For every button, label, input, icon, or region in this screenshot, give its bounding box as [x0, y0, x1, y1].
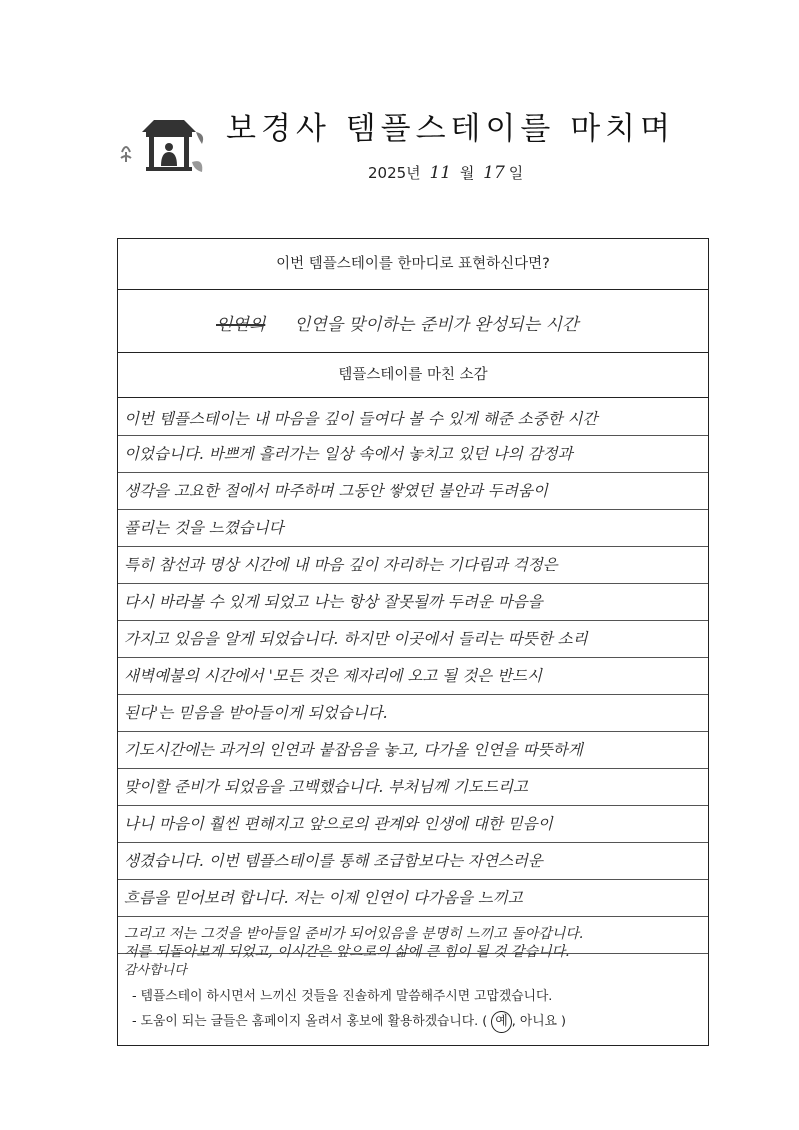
answer-one-text: 인연을 맞이하는 준비가 완성되는 시간: [294, 315, 579, 335]
handwritten-line-13: 생겼습니다. 이번 템플스테이를 통해 조급함보다는 자연스러운: [124, 852, 543, 870]
handwritten-line-14: 흐름을 믿어보려 합니다. 저는 이제 인연이 다가옴을 느끼고: [124, 889, 523, 907]
handwritten-line-2: 이었습니다. 바쁘게 흘러가는 일상 속에서 놓치고 있던 나의 감정과: [124, 445, 573, 463]
answer-one-struck-word: 인연의: [216, 315, 266, 335]
date-month-label: 월: [459, 164, 475, 182]
ruled-line: [118, 731, 708, 732]
ruled-line: [118, 620, 708, 621]
question-two-impressions: 템플스테이를 마친 소감: [118, 353, 708, 398]
handwritten-line-5: 특히 참선과 명상 시간에 내 마음 깊이 자리하는 기다림과 걱정은: [124, 556, 558, 574]
consent-no[interactable]: 아니요 ): [519, 1014, 567, 1029]
note-2-text: - 도움이 되는 글들은 홈페이지 올려서 홍보에 활용하겠습니다. (: [132, 1014, 488, 1029]
handwritten-line-6: 다시 바라볼 수 있게 되었고 나는 항상 잘못될까 두려운 마음을: [124, 593, 543, 611]
handwritten-line-17: 감사합니다: [124, 963, 187, 978]
ruled-line: [118, 583, 708, 584]
temple-logo: [118, 112, 208, 182]
handwritten-line-12: 나니 마음이 훨씬 편해지고 앞으로의 관계와 인생에 대한 믿음이: [124, 815, 553, 833]
consent-yes-circled[interactable]: 예: [491, 1011, 511, 1033]
page-title: 보경사 템플스테이를 마치며: [226, 111, 676, 147]
form-box: [117, 238, 709, 1046]
ruled-line: [118, 546, 708, 547]
date-month: 11: [429, 163, 452, 183]
date-line: [368, 162, 523, 183]
notes: [132, 984, 566, 1034]
handwritten-line-8: 새벽예불의 시간에서 '모든 것은 제자리에 오고 될 것은 반드시: [124, 667, 543, 685]
ruled-line: [118, 842, 708, 843]
handwritten-line-15: 그리고 저는 그것을 받아들일 준비가 되어있음을 분명히 느끼고 돌아갑니다.: [124, 926, 584, 942]
ruled-line: [118, 805, 708, 806]
handwritten-line-9: 된다'는 믿음을 받아들이게 되었습니다.: [124, 704, 388, 722]
consent-separator: ,: [511, 1014, 516, 1029]
ruled-line: [118, 435, 708, 436]
answer-one: [118, 290, 708, 353]
handwritten-line-16: 저를 되돌아보게 되었고, 이시간은 앞으로의 삶에 큰 힘이 될 것 같습니다.: [124, 944, 570, 960]
handwritten-line-7: 가지고 있음을 알게 되었습니다. 하지만 이곳에서 들리는 따뜻한 소리: [124, 630, 588, 648]
date-day: 17: [483, 163, 505, 183]
ruled-line: [118, 509, 708, 510]
date-day-label: 일: [508, 164, 524, 182]
handwritten-line-1: 이번 템플스테이는 내 마음을 깊이 들여다 볼 수 있게 해준 소중한 시간: [124, 410, 598, 428]
handwritten-line-3: 생각을 고요한 절에서 마주하며 그동안 쌓였던 불안과 두려움이: [124, 482, 548, 500]
note-1: - 템플스테이 하시면서 느끼신 것들을 진솔하게 말씀해주시면 고맙겠습니다.: [132, 989, 553, 1004]
ruled-line: [118, 694, 708, 695]
handwritten-line-11: 맞이할 준비가 되었음을 고백했습니다. 부처님께 기도드리고: [124, 778, 528, 796]
handwritten-line-10: 기도시간에는 과거의 인연과 붙잡음을 놓고, 다가올 인연을 따뜻하게: [124, 741, 583, 759]
ruled-line: [118, 768, 708, 769]
handwritten-line-4: 풀리는 것을 느꼈습니다: [124, 519, 284, 537]
question-one-expression: 이번 템플스테이를 한마디로 표현하신다면?: [118, 239, 708, 290]
ruled-line: [118, 472, 708, 473]
ruled-line: [118, 879, 708, 880]
note-2: [132, 1009, 566, 1034]
ruled-line: [118, 916, 708, 917]
date-year: 2025년: [368, 164, 421, 182]
ruled-line: [118, 657, 708, 658]
